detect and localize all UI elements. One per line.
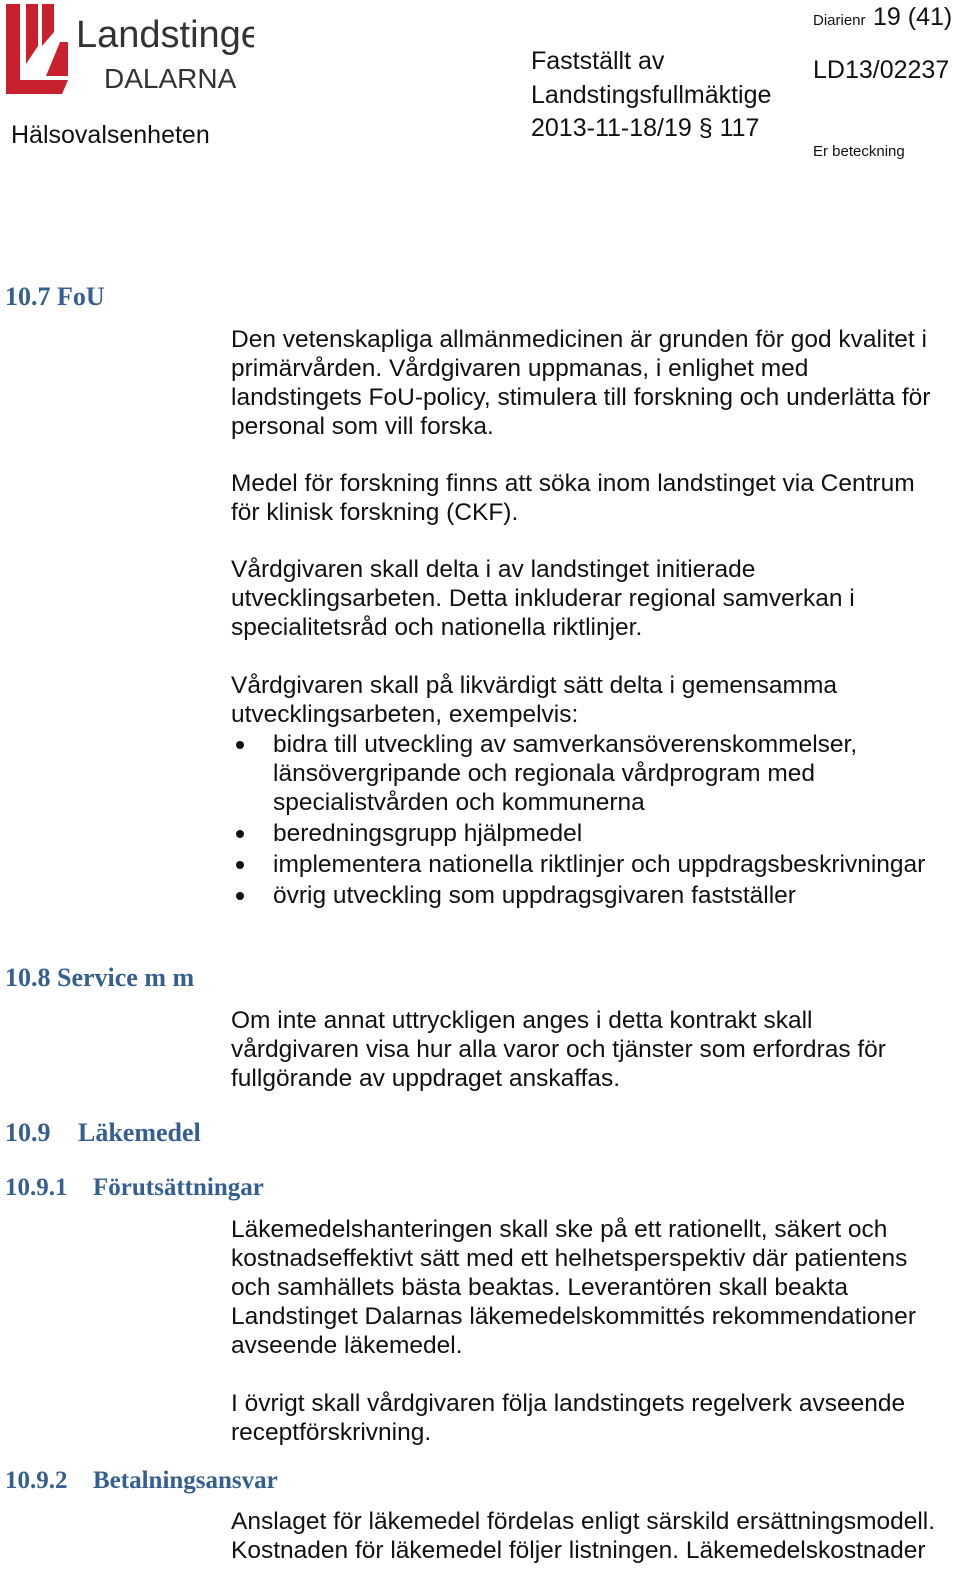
text-line: Om inte annat uttryckligen anges i detta kontrakt skall bbox=[231, 1007, 813, 1034]
bullet-list bbox=[231, 730, 925, 910]
text-line: utvecklingsarbeten. Detta inkluderar regional samverkan i bbox=[231, 585, 855, 612]
list-item bbox=[231, 819, 925, 848]
text-line: vårdgivaren visa hur alla varor och tjänster som erfordras för bbox=[231, 1036, 886, 1063]
department-name: Hälsovalsenheten bbox=[11, 121, 210, 149]
logo-name-line2: DALARNA bbox=[104, 63, 237, 94]
paragraph bbox=[231, 1006, 886, 1093]
text-line: för klinisk forskning (CKF). bbox=[231, 499, 519, 526]
bullet-icon bbox=[236, 741, 244, 749]
heading-10-9 bbox=[5, 1118, 201, 1148]
page-number: 19 (41) bbox=[873, 3, 953, 31]
text-line: kostnadseffektivt sätt med ett helhetsperspektiv där patientens bbox=[231, 1245, 908, 1272]
heading-10-8: 10.8 Service m m bbox=[5, 963, 195, 992]
heading-number: 10.9.1 bbox=[5, 1174, 68, 1201]
text-line: receptförskrivning. bbox=[231, 1419, 432, 1446]
heading-10-9-2 bbox=[5, 1467, 278, 1495]
heading-title: Läkemedel bbox=[78, 1118, 201, 1147]
text-line: I övrigt skall vårdgivaren följa landstingets regelverk avseende bbox=[231, 1390, 906, 1417]
text-line: landstingets FoU-policy, stimulera till forskning och underlätta för bbox=[231, 384, 931, 411]
text-line: Vårdgivaren skall på likvärdigt sätt delta i gemensamma bbox=[231, 672, 837, 699]
established-line: Fastställt av bbox=[531, 47, 665, 75]
bullet-icon bbox=[236, 892, 244, 900]
established-block bbox=[531, 45, 771, 146]
heading-number: 10.9.2 bbox=[5, 1467, 68, 1494]
diarienr-value: LD13/02237 bbox=[813, 56, 950, 84]
text-line: specialitetsråd och nationella riktlinjer. bbox=[231, 614, 643, 641]
er-beteckning-label: Er beteckning bbox=[813, 143, 905, 160]
text-line: Vårdgivaren skall delta i av landstinget initierade bbox=[231, 556, 756, 583]
text-line: Den vetenskapliga allmänmedicinen är grunden för god kvalitet i bbox=[231, 326, 927, 353]
text-line: länsövergripande och regionala vårdprogram med bbox=[273, 760, 816, 787]
heading-title: Betalningsansvar bbox=[93, 1467, 278, 1494]
text-line: Anslaget för läkemedel fördelas enligt särskild ersättningsmodell. bbox=[231, 1508, 936, 1535]
text-line: implementera nationella riktlinjer och uppdragsbeskrivningar bbox=[273, 851, 926, 878]
landstinget-dalarna-logo bbox=[4, 2, 254, 98]
paragraph bbox=[231, 1507, 935, 1565]
text-line: Läkemedelshanteringen skall ske på ett rationellt, säkert och bbox=[231, 1216, 888, 1243]
text-line: primärvården. Vårdgivaren uppmanas, i enlighet med bbox=[231, 355, 809, 382]
text-line: Kostnaden för läkemedel följer listningen. Läkemedelskostnader bbox=[231, 1537, 926, 1564]
paragraph bbox=[231, 555, 855, 642]
heading-number: 10.9 bbox=[5, 1118, 51, 1147]
text-line: beredningsgrupp hjälpmedel bbox=[273, 820, 583, 847]
established-line: 2013-11-18/19 § 117 bbox=[531, 114, 760, 142]
logo-name-line1: Landstinget bbox=[76, 14, 254, 56]
text-line: Landstinget Dalarnas läkemedelskommittés rekommendationer bbox=[231, 1303, 916, 1330]
text-line: Medel för forskning finns att söka inom landstinget via Centrum bbox=[231, 470, 915, 497]
paragraph bbox=[231, 325, 930, 441]
paragraph bbox=[231, 1389, 905, 1447]
text-line: specialistvården och kommunerna bbox=[273, 789, 645, 816]
text-line: övrig utveckling som uppdragsgivaren fastställer bbox=[273, 882, 796, 909]
heading-10-7: 10.7 FoU bbox=[5, 282, 105, 311]
list-item bbox=[231, 850, 925, 879]
bullet-icon bbox=[236, 861, 244, 869]
list-item bbox=[231, 730, 925, 817]
paragraph bbox=[231, 469, 915, 527]
paragraph bbox=[231, 1215, 916, 1360]
heading-10-9-1 bbox=[5, 1174, 264, 1202]
list-item bbox=[231, 881, 925, 910]
bullet-icon bbox=[236, 830, 244, 838]
heading-title: Förutsättningar bbox=[93, 1174, 264, 1201]
diarienr-label: Diarienr bbox=[813, 12, 866, 29]
text-line: utvecklingsarbeten, exempelvis: bbox=[231, 701, 579, 728]
text-line: personal som vill forska. bbox=[231, 413, 494, 440]
established-line: Landstingsfullmäktige bbox=[531, 80, 772, 109]
text-line: bidra till utveckling av samverkansöverenskommelser, bbox=[273, 731, 858, 758]
text-line: och samhällets bästa beaktas. Leverantören skall beakta bbox=[231, 1274, 848, 1301]
paragraph bbox=[231, 671, 837, 729]
text-line: fullgörande av uppdraget anskaffas. bbox=[231, 1065, 621, 1092]
text-line: avseende läkemedel. bbox=[231, 1332, 463, 1359]
